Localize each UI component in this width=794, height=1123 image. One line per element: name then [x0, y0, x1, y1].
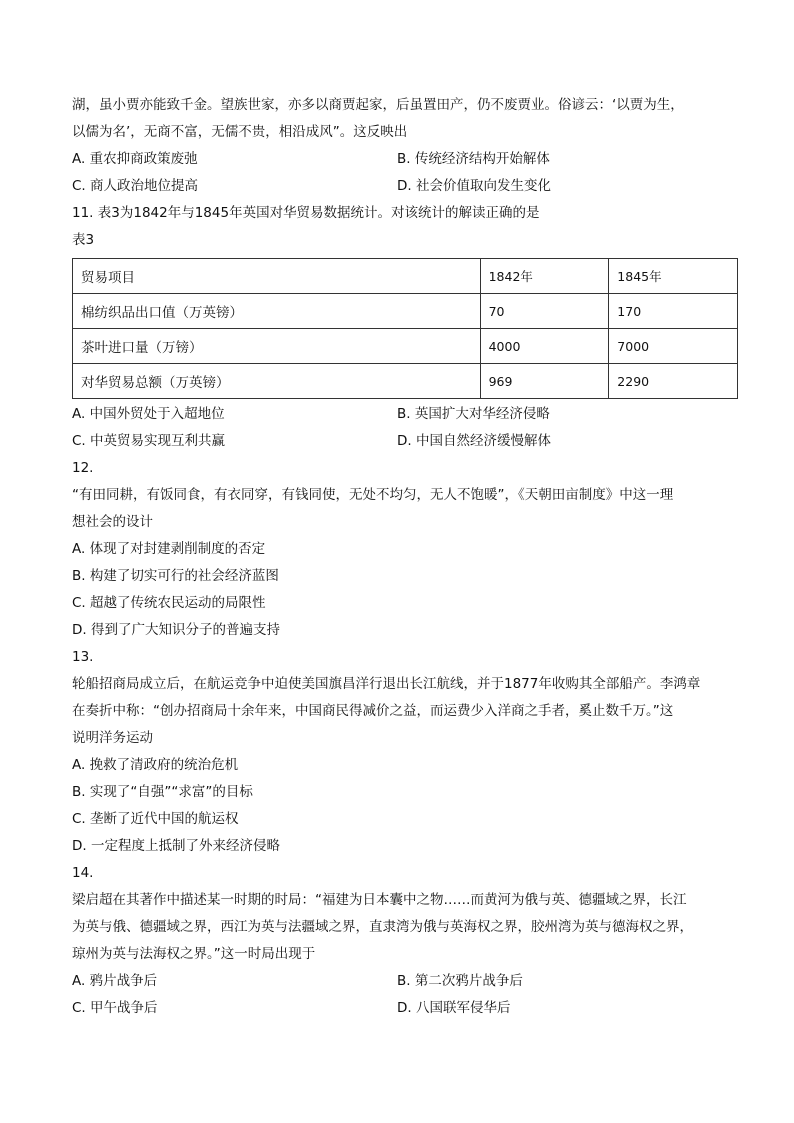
table-cell: 4000 — [480, 329, 609, 364]
table-header-cell: 1842年 — [480, 259, 609, 294]
q14-number: 14. — [72, 865, 94, 881]
table-row — [73, 329, 738, 364]
q14-options-row-1 — [72, 968, 738, 995]
exam-page — [72, 92, 738, 1022]
table-cell: 969 — [480, 364, 609, 399]
q11-options-row-2 — [72, 428, 738, 455]
q12-option-b: B. 构建了切实可行的社会经济蓝图 — [72, 568, 279, 584]
q11-stem: 11. 表3为1842年与1845年英国对华贸易数据统计。对该统计的解读正确的是 — [72, 205, 540, 221]
q10-option-a: A. 重农抑商政策废弛 — [72, 151, 198, 167]
q10-stem-line-2: 以儒为名’，无商不富，无儒不贵，相沿成风”。这反映出 — [72, 124, 408, 140]
table-header-cell: 1845年 — [609, 259, 738, 294]
table-cell: 2290 — [609, 364, 738, 399]
q10-option-c: C. 商人政治地位提高 — [72, 178, 199, 194]
q13-option-b: B. 实现了“自强”“求富”的目标 — [72, 784, 253, 800]
table-row — [73, 364, 738, 399]
table-cell: 茶叶进口量（万镑） — [73, 329, 481, 364]
q13-number: 13. — [72, 649, 94, 665]
q12-option-c: C. 超越了传统农民运动的局限性 — [72, 595, 266, 611]
q13-stem-line-3: 说明洋务运动 — [72, 730, 153, 746]
q10-options-row-2 — [72, 173, 738, 200]
q10-stem-line-1: 湖，虽小贾亦能致千金。望族世家，亦多以商贾起家，后虽置田产，仍不废贾业。俗谚云：‘以贾为生， — [72, 97, 684, 113]
q10-option-d: D. 社会价值取向发生变化 — [397, 178, 551, 194]
table-header-row — [73, 259, 738, 294]
table-row — [73, 294, 738, 329]
q13-stem-line-2: 在奏折中称：“创办招商局十余年来，中国商民得减价之益，而运费少入洋商之手者，奚止数千万。”这 — [72, 703, 674, 719]
table-header-cell: 贸易项目 — [73, 259, 481, 294]
q12-stem-line-1: “有田同耕，有饭同食，有衣同穿，有钱同使，无处不均匀，无人不饱暖”，《天朝田亩制度》中这一理 — [72, 487, 674, 503]
q14-stem-line-1: 梁启超在其著作中描述某一时期的时局：“福建为日本囊中之物……而黄河为俄与英、德疆域之界，长江 — [72, 892, 687, 908]
trade-table — [72, 258, 738, 399]
q10-option-b: B. 传统经济结构开始解体 — [397, 151, 550, 167]
q14-option-d: D. 八国联军侵华后 — [397, 1000, 511, 1016]
table-cell: 对华贸易总额（万英镑） — [73, 364, 481, 399]
q12-number: 12. — [72, 460, 94, 476]
q13-stem-line-1: 轮船招商局成立后，在航运竞争中迫使美国旗昌洋行退出长江航线，并于1877年收购其全部船产。李鸿章 — [72, 676, 701, 692]
q11-options-row-1 — [72, 401, 738, 428]
q11-table-caption: 表3 — [72, 232, 95, 248]
table-cell: 7000 — [609, 329, 738, 364]
q14-option-b: B. 第二次鸦片战争后 — [397, 973, 523, 989]
q12-option-d: D. 得到了广大知识分子的普遍支持 — [72, 622, 280, 638]
q14-option-a: A. 鸦片战争后 — [72, 973, 158, 989]
q11-option-c: C. 中英贸易实现互利共赢 — [72, 433, 226, 449]
q12-stem-line-2: 想社会的设计 — [72, 514, 153, 530]
q14-stem-line-3: 琼州为英与法海权之界。”这一时局出现于 — [72, 946, 316, 962]
q11-option-a: A. 中国外贸处于入超地位 — [72, 406, 225, 422]
q13-option-a: A. 挽救了清政府的统治危机 — [72, 757, 239, 773]
q11-option-b: B. 英国扩大对华经济侵略 — [397, 406, 550, 422]
q14-option-c: C. 甲午战争后 — [72, 1000, 158, 1016]
q11-option-d: D. 中国自然经济缓慢解体 — [397, 433, 551, 449]
q13-option-d: D. 一定程度上抵制了外来经济侵略 — [72, 838, 280, 854]
q13-option-c: C. 垄断了近代中国的航运权 — [72, 811, 239, 827]
table-cell: 棉纺织品出口值（万英镑） — [73, 294, 481, 329]
table-cell: 170 — [609, 294, 738, 329]
q10-options-row-1 — [72, 146, 738, 173]
q12-option-a: A. 体现了对封建剥削制度的否定 — [72, 541, 266, 557]
q14-options-row-2 — [72, 995, 738, 1022]
table-cell: 70 — [480, 294, 609, 329]
q14-stem-line-2: 为英与俄、德疆域之界，西江为英与法疆域之界，直隶湾为俄与英海权之界，胶州湾为英与德海权之界， — [72, 919, 693, 935]
